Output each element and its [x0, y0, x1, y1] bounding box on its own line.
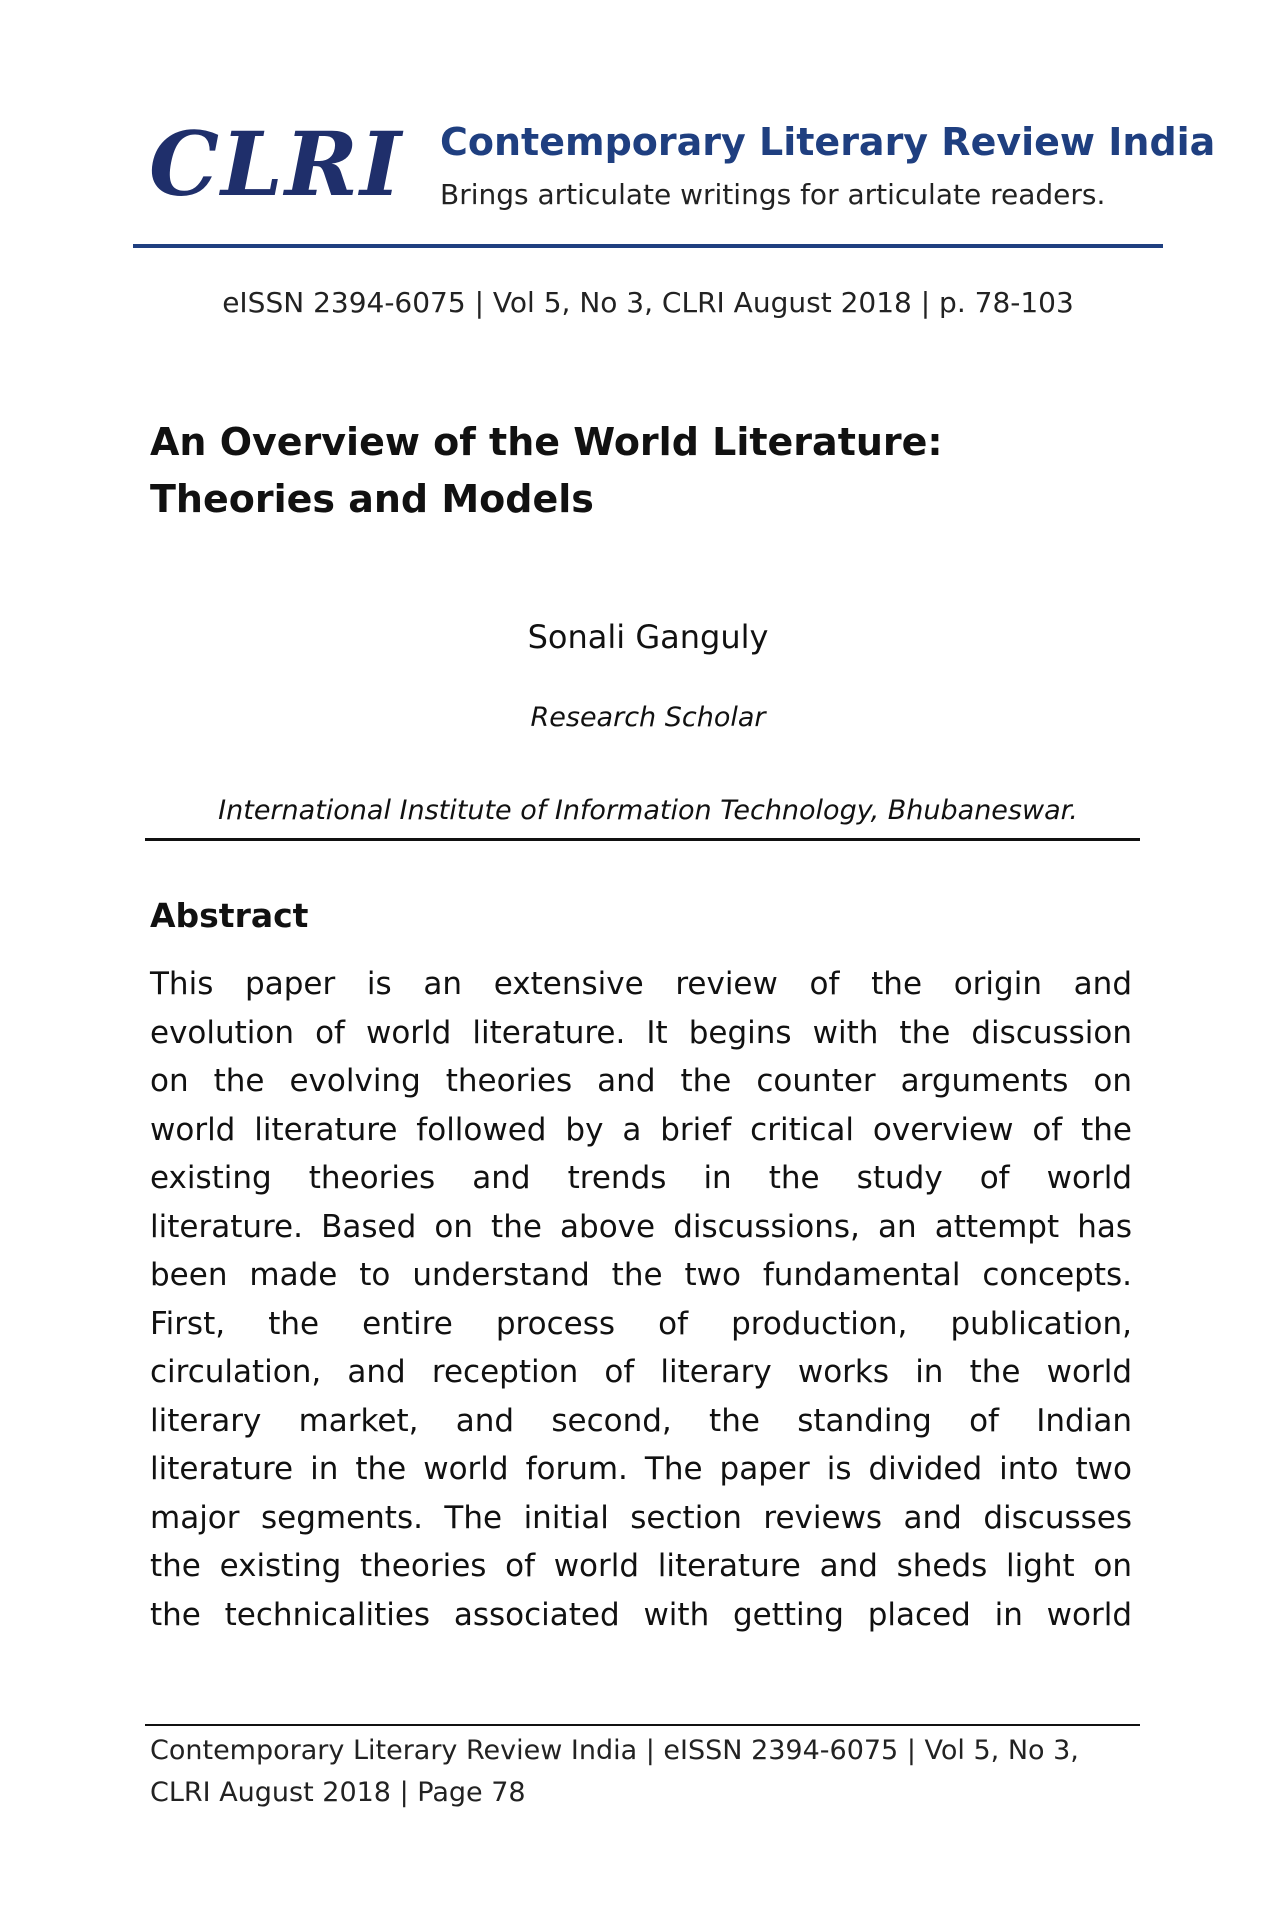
affiliation-divider: [145, 838, 1140, 841]
footer-divider: [145, 1724, 1140, 1726]
article-title: An Overview of the World Literature: Theories and Models: [150, 420, 943, 521]
abstract-line: literature in the world forum. The paper is divided into two: [150, 1451, 1132, 1487]
abstract-line: existing theories and trends in the study of world: [150, 1160, 1132, 1196]
page-footer: [150, 1730, 1140, 1814]
abstract-line: This paper is an extensive review of the origin and: [150, 966, 1132, 1002]
journal-header: [133, 112, 1216, 232]
journal-tagline: Brings articulate writings for articulate readers.: [440, 178, 1106, 211]
journal-name: Contemporary Literary Review India: [440, 120, 1216, 164]
header-divider: [133, 244, 1163, 248]
abstract-line: literary market, and second, the standing of Indian: [150, 1402, 1132, 1439]
abstract-line: on the evolving theories and the counter arguments on: [150, 1063, 1132, 1099]
journal-logo: CLRI: [149, 112, 404, 216]
abstract-line: literature. Based on the above discussions, an attempt has: [150, 1208, 1132, 1245]
footer-line-1: Contemporary Literary Review India | eISSN 2394-6075 | Vol 5, No 3,: [150, 1735, 1079, 1766]
abstract-body: [150, 960, 1132, 1639]
footer-line-2: CLRI August 2018 | Page 78: [150, 1777, 526, 1808]
abstract-line: been made to understand the two fundamental concepts.: [150, 1257, 1132, 1293]
abstract-line: the technicalities associated with getting placed in world: [150, 1596, 1132, 1633]
abstract-line: evolution of world literature. It begins with the discussion: [150, 1014, 1132, 1051]
abstract-line: world literature followed by a brief critical overview of the: [150, 1111, 1132, 1148]
abstract-line: the existing theories of world literature and sheds light on: [150, 1548, 1132, 1584]
abstract-line: First, the entire process of production, publication,: [150, 1305, 1132, 1342]
author-role: Research Scholar: [530, 702, 766, 733]
abstract-line: major segments. The initial section reviews and discusses: [150, 1499, 1132, 1536]
abstract-heading: Abstract: [150, 896, 309, 935]
issn-line: eISSN 2394-6075 | Vol 5, No 3, CLRI August 2018 | p. 78-103: [222, 286, 1074, 319]
author-affiliation: International Institute of Information Technology, Bhubaneswar.: [218, 795, 1078, 826]
abstract-line: circulation, and reception of literary works in the world: [150, 1354, 1132, 1390]
author-name: Sonali Ganguly: [527, 618, 769, 656]
